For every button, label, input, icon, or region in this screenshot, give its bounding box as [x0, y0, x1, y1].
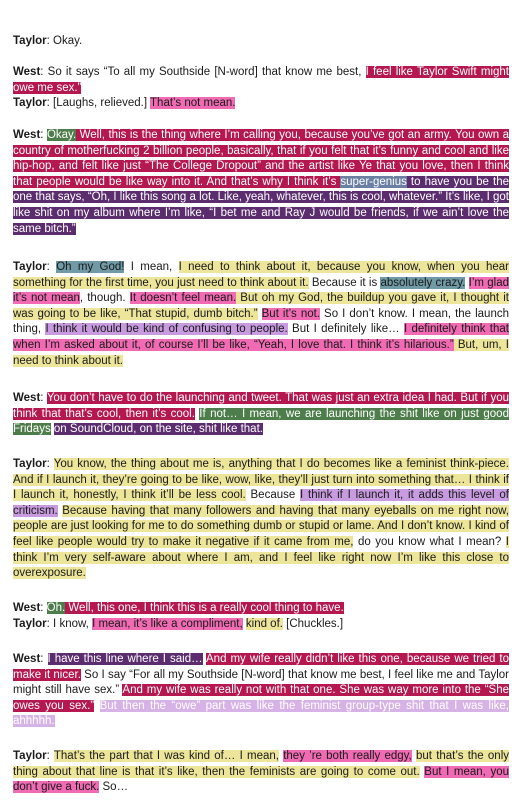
- transcript-text: do you know what I mean?: [353, 535, 506, 548]
- highlighted-text: But, um, I need to think about it.: [13, 338, 509, 367]
- transcript-text: :: [40, 392, 47, 404]
- highlighted-text: Oh my God!: [56, 261, 125, 273]
- highlighted-text: It doesn’t feel mean.: [129, 292, 237, 305]
- transcript-text: Because it is: [308, 276, 381, 289]
- highlighted-text: absolutely crazy.: [380, 276, 466, 289]
- highlighted-text: Well, this is the thing where I’m calling you, because you’ve got an army. You own a country of motherfucking 2 billion people, basically, that if you felt that it’s funny and cool and like hip-hop, and felt like just “The College Dropout” and the artist like Ye that you love, then I think that people would be like way into it. And that’s why I think it’s: [13, 129, 509, 188]
- speaker-label: West: [13, 392, 41, 404]
- highlighted-text: but that’s the only thing about that line is that it’s like, then the feminists are going to come out.: [13, 750, 509, 778]
- paragraph-taylor-think: [13, 260, 509, 369]
- transcript-text: [94, 700, 99, 712]
- paragraph-west-army: [13, 128, 509, 237]
- highlighted-text: I think it would be kind of confusing to people.: [45, 323, 288, 336]
- highlighted-text: Okay.: [46, 129, 77, 141]
- highlighted-text: super-genius: [340, 175, 407, 188]
- highlighted-text: I need to think about it, because you know, when you hear something for the first time, you just need to think about it.: [13, 261, 510, 289]
- transcript-text: So…: [99, 781, 129, 794]
- transcript-text: : So it says “To all my Southside [N-word] that know me best,: [40, 66, 366, 78]
- highlighted-text: But it’s not.: [261, 307, 321, 320]
- highlighted-text: I think I’m very self-aware about where I am, and I feel like right now I’m like this close to overexposure.: [13, 535, 509, 580]
- highlighted-text: But oh my God, the buildup you gave it, I thought it was going to be like, “That stupid, dumb bitch.”: [13, 292, 509, 320]
- transcript-text: [Chuckles.]: [282, 617, 344, 630]
- transcript-text: :: [40, 653, 48, 665]
- transcript-text: :: [40, 129, 47, 141]
- paragraph-west-launching: [13, 391, 509, 438]
- paragraph-west-cool: [13, 601, 509, 632]
- transcript-text: I mean,: [124, 261, 179, 273]
- highlighted-text: I feel like Taylor Swift might owe me sex.”: [13, 66, 509, 94]
- paragraph-west-wife: [13, 652, 509, 730]
- highlighted-text: I’m glad it’s not mean: [13, 276, 510, 305]
- highlighted-text: You don’t have to do the launching and tweet. That was just an extra idea I had. But if you think that that’s cool, then it’s cool.: [13, 392, 510, 420]
- paragraph-taylor-edgy: [13, 749, 509, 796]
- transcript-text: , though.: [79, 292, 130, 305]
- highlighted-text: That’s the part that I was kind of… I mean,: [53, 750, 279, 762]
- speaker-label: West: [13, 602, 41, 614]
- speaker-label: West: [13, 653, 41, 665]
- paragraph-west-lyric: [13, 65, 509, 112]
- highlighted-text: they ’re both really edgy,: [283, 750, 412, 762]
- transcript-text: :: [46, 750, 54, 762]
- highlighted-text: That’s not mean.: [150, 97, 236, 110]
- speaker-label: Taylor: [13, 750, 47, 762]
- highlighted-text: And my wife really didn’t like this one, because we tried to make it nicer.: [13, 653, 510, 681]
- speaker-label: Taylor: [13, 35, 47, 47]
- highlighted-text: kind of.: [245, 617, 283, 630]
- highlighted-text: You know, the thing about me is, anything that I do becomes like a feminist think-piece. And if I launch it, they’re going to be like, wow, like, they’ll just turn into something that… I think if I launch it, honestly, I think it’ll be less cool.: [13, 458, 509, 502]
- highlighted-text: Oh.: [46, 602, 66, 614]
- highlighted-text: I definitely think that when I’m asked about it, of course I’ll be like, “Yeah, I love that. I think it’s hilarious.”: [13, 323, 509, 351]
- transcript-text: : [Laughs, relieved.]: [46, 97, 151, 110]
- highlighted-text: But then the “owe” part was like the feminist group-type shit that I was like, ahhhhh.: [13, 699, 509, 728]
- speaker-label: West: [13, 66, 41, 78]
- transcript-text: So I don’t know. I mean, the launch thing,: [13, 307, 509, 336]
- transcript-text: :: [46, 458, 54, 470]
- highlighted-text: I mean, it’s like a compliment,: [92, 617, 243, 630]
- transcript-text: :: [46, 261, 57, 273]
- transcript-text: But I definitely like…: [287, 323, 404, 336]
- highlighted-text: I think if I launch it, it adds this level of criticism.: [13, 489, 509, 517]
- paragraph-taylor-okay: [13, 34, 509, 50]
- speaker-label: West: [13, 129, 41, 141]
- transcript-text: : Okay.: [46, 35, 83, 47]
- highlighted-text: on SoundCloud, on the site, shit like that.: [53, 423, 263, 436]
- speaker-label: Taylor: [13, 97, 47, 110]
- highlighted-text: to have you be the one that says, “Oh, I like this song a lot. Like, yeah, whatever, this is cool, whatever.” It’s like, I got like shit on my album where I’m like, “I bet me and Ray J would be friends, if we ain’t love the same bitch.”: [13, 175, 509, 235]
- transcript-text: :: [40, 602, 47, 614]
- highlighted-text: And my wife was really not with that one. She was way more into the “She owes you sex.”: [13, 684, 509, 712]
- highlighted-text: If not… I mean, we are launching the shit like on just good Fridays: [13, 407, 509, 436]
- highlighted-text: Because having that many followers and having that many eyeballs on me right now, people are just looking for me to do something dumb or stupid or lame. And I don’t know. I kind of feel like people would try to make it negative if it came from me,: [13, 504, 509, 548]
- highlighted-text: I have this line where I said…: [47, 653, 203, 665]
- speaker-label: Taylor: [13, 261, 47, 273]
- paragraph-taylor-feminist: [13, 457, 509, 582]
- highlighted-text: But I mean, you don’t give a fuck.: [13, 765, 510, 794]
- speaker-label: Taylor: [13, 617, 47, 630]
- transcript-text: : I know,: [46, 617, 93, 630]
- transcript-text: So I say “For all my Southside [N-word] that know me best, I feel like me and Taylor might still have sex.”: [13, 668, 509, 697]
- highlighted-text: Well, this one, I think this is a really cool thing to have.: [65, 602, 344, 614]
- speaker-label: Taylor: [13, 458, 47, 470]
- transcript-text: Because: [245, 489, 301, 502]
